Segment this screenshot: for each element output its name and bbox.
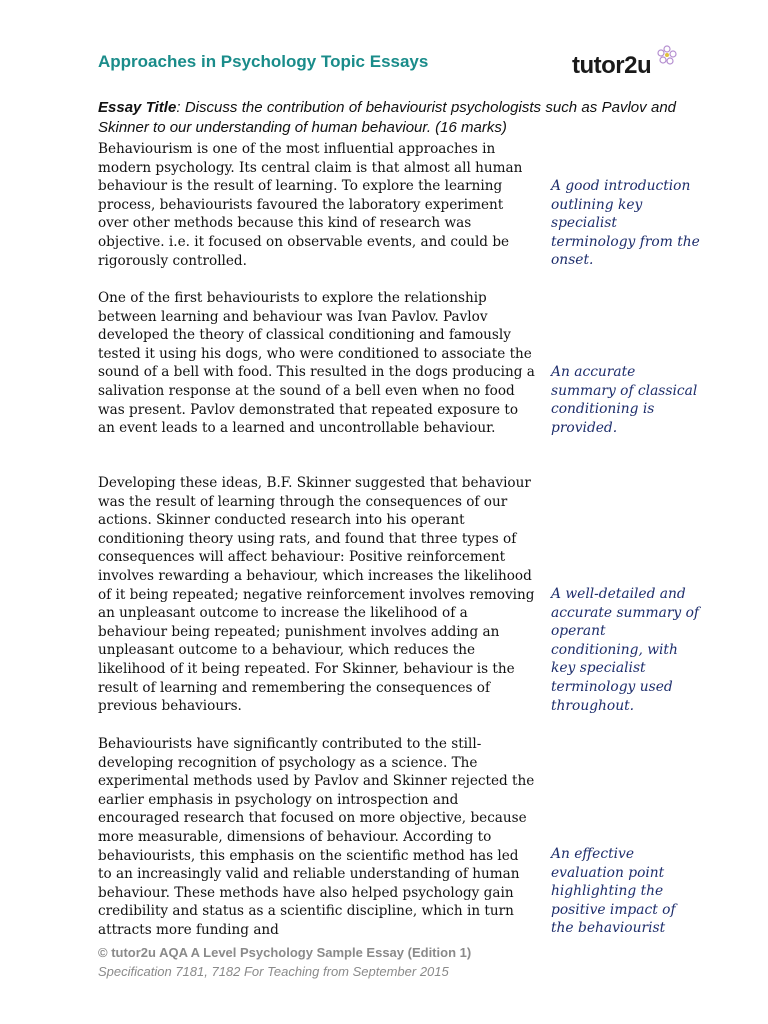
page-title: Approaches in Psychology Topic Essays: [98, 52, 429, 71]
logo-flower-icon: [656, 44, 678, 66]
margin-comment-2: An accurate summary of classical conditioning is provided.: [551, 364, 698, 436]
tutor2u-logo: tutor2u: [572, 52, 652, 79]
essay-title: [98, 98, 676, 138]
footer-copyright: © tutor2u AQA A Level Psychology Sample Essay (Edition 1): [98, 945, 472, 960]
essay-paragraph-3: Developing these ideas, B.F. Skinner suggested that behaviour was the result of learning through the consequences of our actions. Skinner conducted research into his operant conditioning theory using rats, and found that three types of consequences will affect behaviour: Positive reinforcement involves rewarding a behaviour, which increases the likelihood of it being repeated; negative reinforcement involves removing an unpleasant outcome to increase the likelihood of a behaviour being repeated; punishment involves adding an unpleasant outcome to a behaviour, which reduces the likelihood of it being repeated. For Skinner, behaviour is the result of learning and remembering the consequences of previous behaviours.: [98, 475, 535, 715]
margin-comment-4: An effective evaluation point highlighting the positive impact of the behaviourist: [551, 846, 676, 937]
margin-comment-1: A good introduction outlining key specialist terminology from the onset.: [551, 178, 700, 269]
essay-title-text: : Discuss the contribution of behaviourist psychologists such as Pavlov and Skinner to our understanding of human behaviour. (16 marks): [98, 99, 677, 136]
essay-title-label: Essay Title: [98, 99, 177, 116]
footer-specification: Specification 7181, 7182 For Teaching from September 2015: [98, 964, 449, 979]
essay-paragraph-4: Behaviourists have significantly contributed to the still-developing recognition of psychology as a science. The experimental methods used by Pavlov and Skinner rejected the earlier emphasis in psychology on introspection and encouraged research that focused on more objective, because more measurable, dimensions of behaviour. According to behaviourists, this emphasis on the scientific method has led to an increasingly valid and reliable understanding of human behaviour. These methods have also helped psychology gain credibility and status as a scientific discipline, which in turn attracts more funding and: [98, 736, 535, 938]
essay-paragraph-2: One of the first behaviourists to explore the relationship between learning and behaviour was Ivan Pavlov. Pavlov developed the theory of classical conditioning and famously tested it using his dogs, who were conditioned to associate the sound of a bell with food. This resulted in the dogs producing a salivation response at the sound of a bell even when no food was present. Pavlov demonstrated that repeated exposure to an event leads to a learned and uncontrollable behaviour.: [98, 290, 535, 437]
essay-paragraph-1: Behaviourism is one of the most influential approaches in modern psychology. Its central claim is that almost all human behaviour is the result of learning. To explore the learning process, behaviourists favoured the laboratory experiment over other methods because this kind of research was objective. i.e. it focused on observable events, and could be rigorously controlled.: [98, 141, 523, 269]
margin-comment-3: A well-detailed and accurate summary of operant conditioning, with key specialist terminology used throughout.: [551, 586, 700, 714]
